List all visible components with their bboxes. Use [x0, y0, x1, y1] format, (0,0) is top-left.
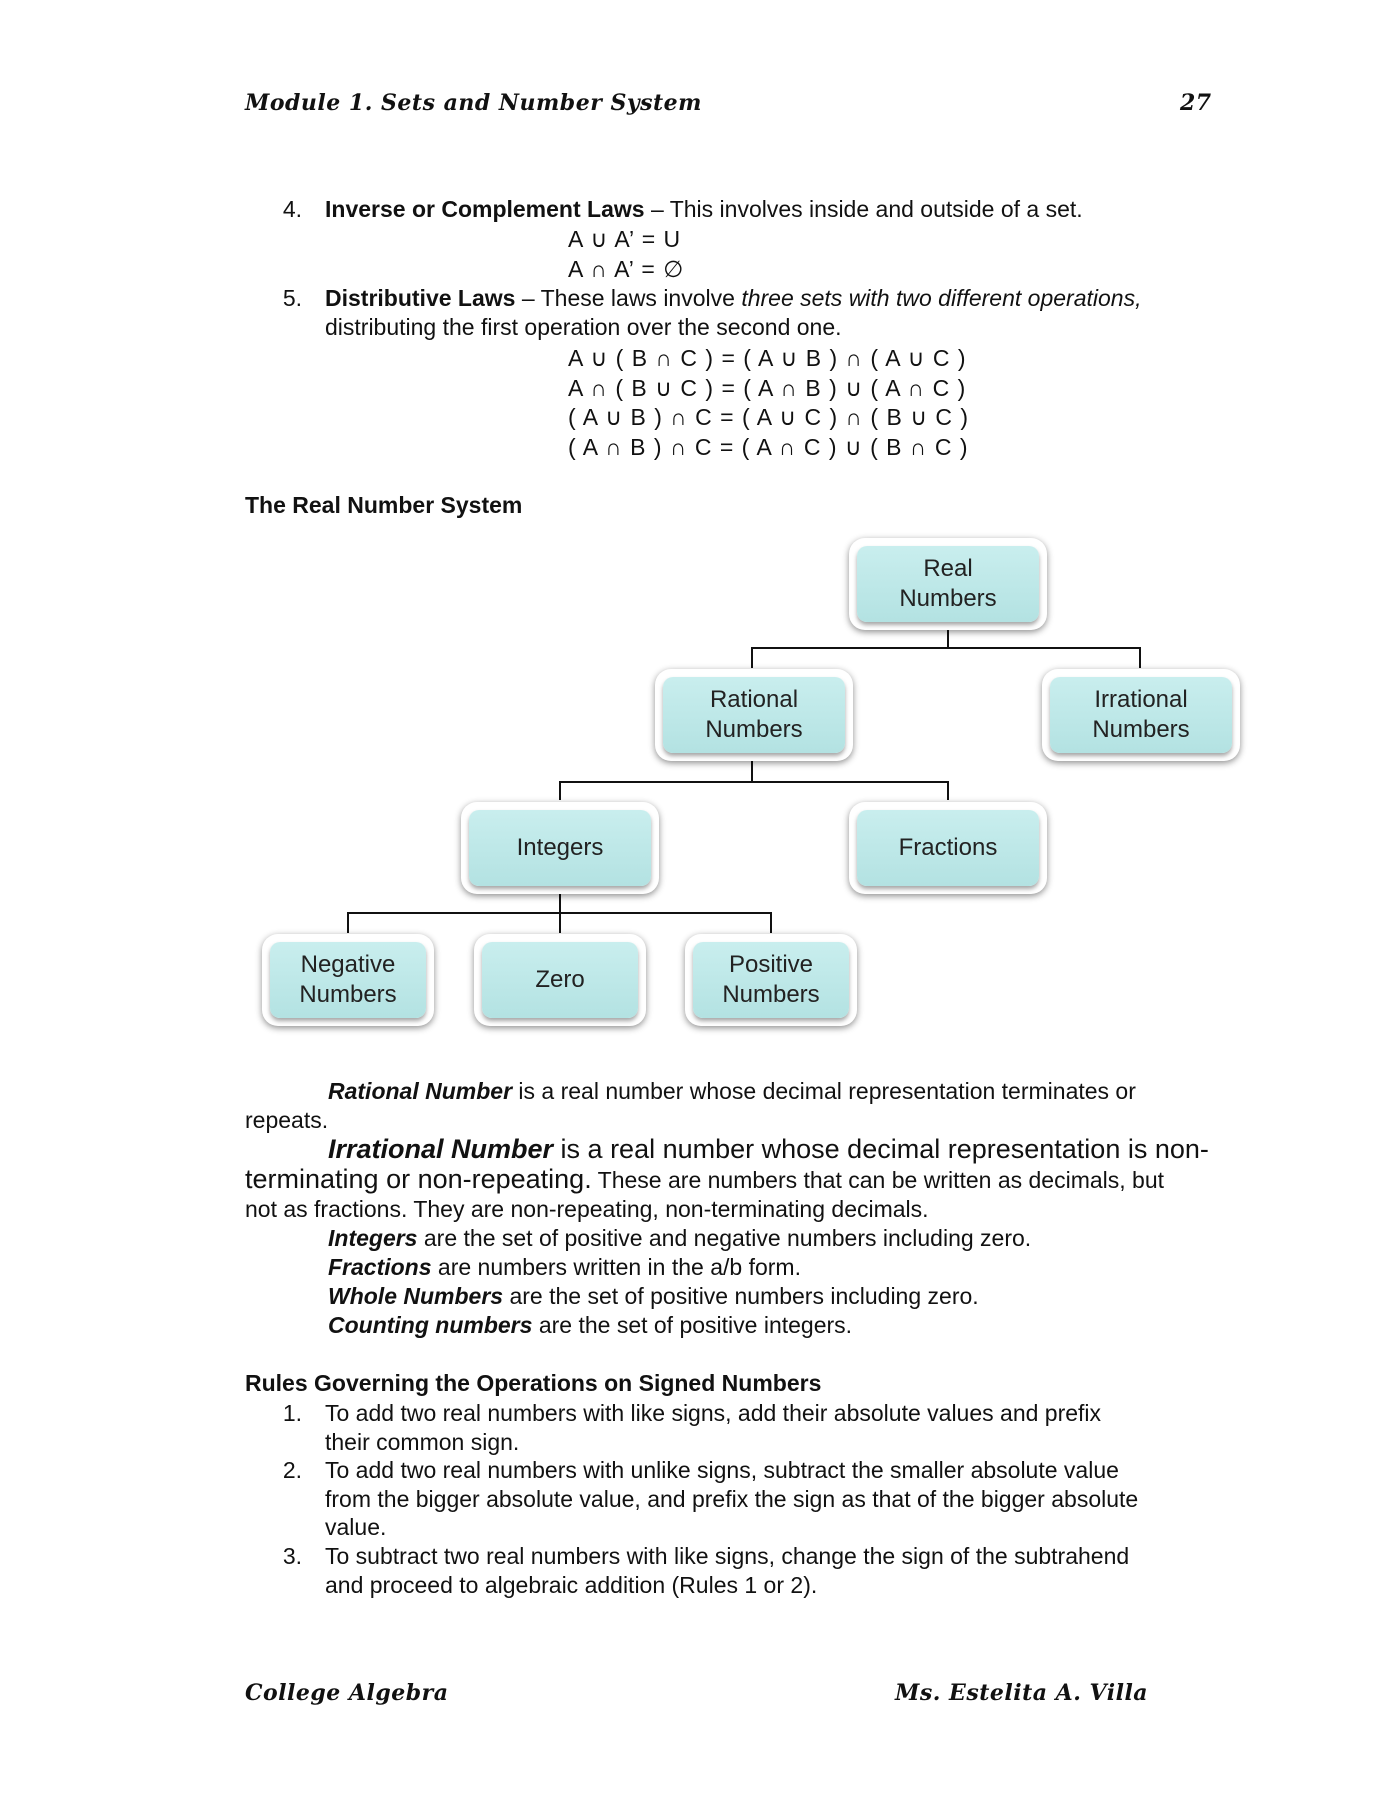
- equation: A ∩ ( B ∪ C ) = ( A ∩ B ) ∪ ( A ∩ C ): [568, 375, 967, 401]
- definition-text: is a real number whose decimal representation is non-: [553, 1134, 1209, 1164]
- equation: A ∩ A’ = ∅: [568, 256, 685, 282]
- node-label: Integers: [516, 834, 604, 861]
- node-negative-numbers: [262, 934, 434, 1026]
- law-description-line2: distributing the first operation over the second one.: [325, 314, 842, 340]
- rule-line: To subtract two real numbers with like signs, change the sign of the subtrahend: [325, 1543, 1130, 1569]
- rule-line: from the bigger absolute value, and prefix the sign as that of the bigger absolute: [325, 1486, 1139, 1512]
- node-label: Zero: [535, 966, 585, 993]
- law-dash: –: [521, 285, 535, 311]
- node-rational-numbers: [655, 669, 853, 761]
- definition-irrational-line1: [328, 1133, 1209, 1165]
- definition-integers: [328, 1224, 1031, 1253]
- rule-number: 1.: [282, 1400, 302, 1426]
- node-label: Negative Numbers: [299, 951, 397, 1008]
- node-irrational-numbers: [1042, 669, 1240, 761]
- connector-integers-positive: [560, 913, 771, 933]
- section-heading: The Real Number System: [245, 492, 523, 518]
- definition-term: Fractions: [328, 1254, 432, 1280]
- definition-irrational-line3: not as fractions. They are non-repeating, non-terminating decimals.: [245, 1196, 929, 1222]
- rule-line: value.: [325, 1514, 387, 1540]
- law-number: 4.: [282, 196, 302, 222]
- definition-rational-line2: repeats.: [245, 1107, 329, 1133]
- law-title: Inverse or Complement Laws: [325, 196, 645, 222]
- node-zero: [474, 934, 646, 1026]
- definition-counting-numbers: [328, 1311, 852, 1340]
- node-real-numbers: [849, 538, 1047, 630]
- definition-irrational-line2: [245, 1164, 1164, 1195]
- equation: A ∪ ( B ∩ C ) = ( A ∪ B ) ∩ ( A ∪ C ): [568, 345, 967, 371]
- equation: ( A ∪ B ) ∩ C = ( A ∪ C ) ∩ ( B ∪ C ): [568, 404, 970, 430]
- law-description-italic: three sets with two different operations,: [741, 285, 1142, 311]
- equation: ( A ∩ B ) ∩ C = ( A ∩ C ) ∪ ( B ∩ C ): [568, 434, 969, 460]
- definition-term: Rational Number: [328, 1078, 513, 1104]
- definition-rational-line1: [328, 1077, 1136, 1106]
- node-label: Fractions: [898, 834, 998, 861]
- definition-text: is a real number whose decimal representation terminates or: [512, 1078, 1136, 1104]
- node-label: Real Numbers: [899, 555, 997, 612]
- header-title: Module 1. Sets and Number System: [245, 90, 702, 116]
- rule-number: 2.: [282, 1457, 302, 1483]
- definition-text-large: terminating or non-repeating.: [245, 1164, 592, 1194]
- rule-line: To add two real numbers with like signs, add their absolute values and prefix: [325, 1400, 1102, 1426]
- definition-term: Irrational Number: [328, 1134, 554, 1164]
- equation: A ∪ A’ = U: [568, 226, 682, 252]
- rule-line: and proceed to algebraic addition (Rules 1 or 2).: [325, 1572, 818, 1598]
- definition-text: are the set of positive integers.: [532, 1312, 853, 1338]
- node-label: Positive Numbers: [722, 951, 820, 1008]
- node-fractions: [849, 802, 1047, 894]
- definition-text: are the set of positive and negative numbers including zero.: [417, 1225, 1032, 1251]
- page-number: 27: [1180, 90, 1212, 116]
- definition-term: Integers: [328, 1225, 418, 1251]
- definition-fractions: [328, 1253, 801, 1282]
- connector-rational-fractions: [752, 782, 948, 800]
- law-title: Distributive Laws: [325, 285, 516, 311]
- law-description: These laws involve: [540, 285, 735, 311]
- rule-line: their common sign.: [325, 1429, 520, 1455]
- rule-line: To add two real numbers with unlike signs, subtract the smaller absolute value: [325, 1457, 1119, 1483]
- section-heading: Rules Governing the Operations on Signed Numbers: [245, 1370, 822, 1396]
- footer-right: Ms. Estelita A. Villa: [895, 1680, 1149, 1706]
- law-number: 5.: [282, 285, 302, 311]
- connector-integers-negative: [348, 890, 560, 933]
- definition-text: These are numbers that can be written as decimals, but: [591, 1167, 1165, 1193]
- definition-whole-numbers: [328, 1282, 979, 1311]
- footer-left: College Algebra: [245, 1680, 449, 1706]
- law-dash: –: [650, 196, 664, 222]
- rule-number: 3.: [282, 1543, 302, 1569]
- definition-term: Counting numbers: [328, 1312, 533, 1338]
- connector-real-irrational: [948, 648, 1140, 668]
- definition-term: Whole Numbers: [328, 1283, 504, 1309]
- node-integers: [461, 802, 659, 894]
- definition-text: are the set of positive numbers including zero.: [503, 1283, 979, 1309]
- node-label: Irrational Numbers: [1092, 686, 1190, 743]
- definition-text: are numbers written in the a/b form.: [431, 1254, 801, 1280]
- node-label: Rational Numbers: [705, 686, 803, 743]
- connector-rational-integers: [560, 758, 752, 800]
- law-description: This involves inside and outside of a set.: [669, 196, 1083, 222]
- node-positive-numbers: [685, 934, 857, 1026]
